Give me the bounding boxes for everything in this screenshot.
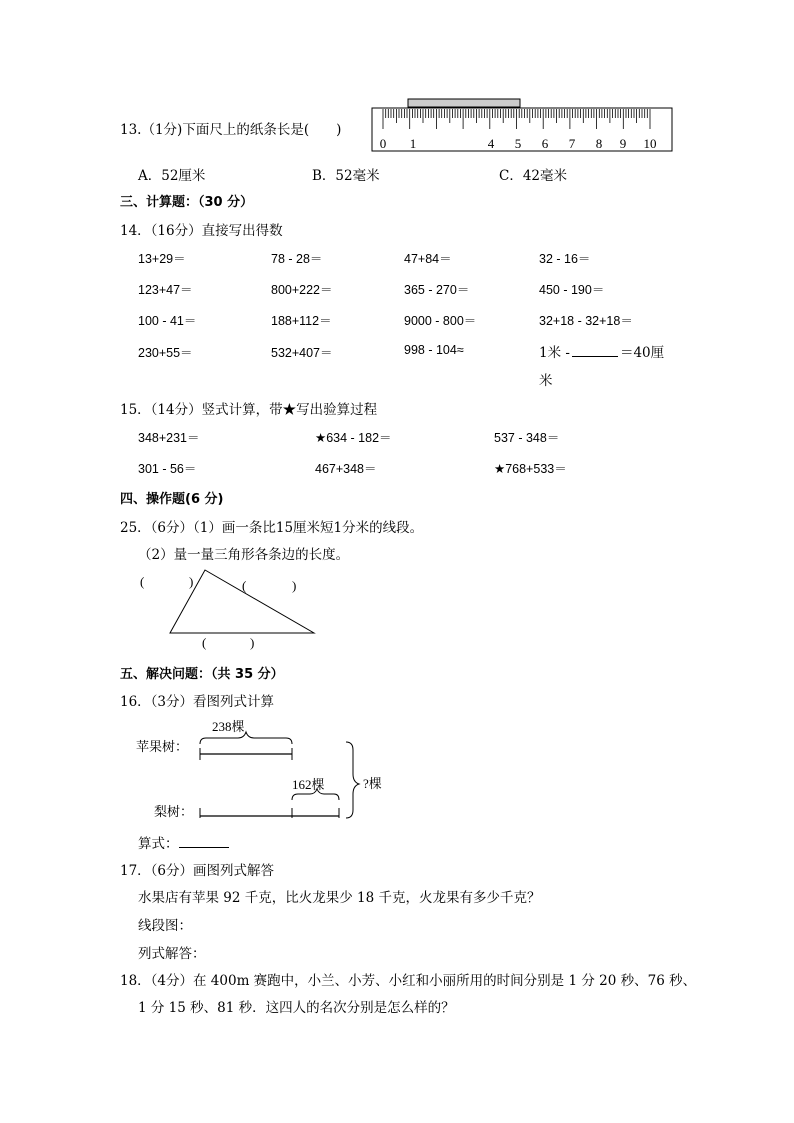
q13-option-c: C．42毫米 [499,168,568,184]
vertical-calc-item: 301 - 56＝ [138,462,197,476]
ruler-label-9: 9 [619,136,627,151]
tree-comparison-diagram [134,712,394,824]
ruler-figure [370,96,676,154]
q16-stem: 16．（3分）看图列式计算 [120,694,275,710]
ruler-label-1: 1 [409,136,417,151]
vertical-calc-item: ★768+533＝ [494,462,567,476]
calc-item: 32 - 16＝ [539,252,591,266]
paren-left-side-open: ( [140,574,145,589]
calc-item: 532+407＝ [271,346,333,360]
apple-tree-label: 苹果树： [136,739,189,754]
q14-stem: 14．（16分）直接写出得数 [120,223,283,239]
calc-item: 365 - 270＝ [404,283,470,297]
triangle-figure [134,566,324,652]
difference-count-label: 162棵 [292,777,325,792]
paren-right-side-close: ) [292,578,297,593]
conversion-suffix: ＝40厘 [619,345,665,361]
pear-tree-label: 梨树： [154,804,194,819]
ruler-label-10: 10 [643,136,657,151]
calc-item: 188+112＝ [271,314,332,328]
ruler-label-0: 0 [379,136,387,151]
q17-diagram-label: 线段图： [138,918,192,934]
section-4-title: 四、操作题(6 分) [120,492,224,507]
answer-blank[interactable] [572,356,618,357]
q17-solve-label: 列式解答： [138,946,206,962]
q13-option-b: B．52毫米 [312,168,380,184]
total-question-label: ?棵 [363,776,382,791]
calc-item-conversion [539,341,664,361]
q18-line1: 18．（4分）在 400m 赛跑中，小兰、小芳、小红和小丽所用的时间分别是 1 分 20 秒、76 秒、 [120,973,697,989]
vertical-calc-item: 537 - 348＝ [494,431,560,445]
calc-item: 13+29＝ [138,252,186,266]
q25-line1: 25．（6分）（1）画一条比15厘米短1分米的线段。 [120,520,424,536]
calc-item: 32+18 - 32+18＝ [539,314,633,328]
paren-base-close: ) [250,635,255,650]
total-brace [346,742,359,818]
calc-item: 78 - 28＝ [271,252,323,266]
q18-line2: 1 分 15 秒、81 秒．这四人的名次分别是怎么样的？ [138,1000,455,1016]
ruler-label-7: 7 [568,136,576,151]
q15-stem: 15．（14分）竖式计算，带★写出验算过程 [120,402,378,418]
paren-base-open: ( [202,635,207,650]
ruler-label-5: 5 [514,136,522,151]
section-5-title: 五、解决问题：（共 35 分） [120,667,284,682]
paren-right-side-open: ( [242,578,247,593]
paper-strip [408,99,520,107]
formula-blank[interactable] [179,847,229,848]
calc-item: 47+84＝ [404,252,452,266]
ruler-label-6: 6 [541,136,549,151]
vertical-calc-item: 348+231＝ [138,431,200,445]
section-3-title: 三、计算题：（30 分） [120,195,254,210]
calc-item: 800+222＝ [271,283,333,297]
vertical-calc-item: ★634 - 182＝ [315,431,392,445]
ruler-label-4: 4 [487,136,495,151]
formula-label: 算式： [138,836,179,852]
q25-line2: （2）量一量三角形各条边的长度。 [138,547,350,563]
calc-item: 450 - 190＝ [539,283,605,297]
apple-count-label: 238棵 [212,719,245,734]
q13-option-a: A．52厘米 [138,168,206,184]
conversion-prefix: 1米 - [539,345,570,361]
calc-item: 123+47＝ [138,283,193,297]
conversion-wrap: 米 [539,373,553,389]
calc-item: 998 - 104≈ [404,343,464,357]
calc-item: 9000 - 800＝ [404,314,477,328]
paren-left-side-close: ) [189,574,194,589]
q17-stem: 17．（6分）画图列式解答 [120,863,275,879]
q13-stem: 13.（1分)下面尺上的纸条长是( ) [120,122,342,138]
vertical-calc-item: 467+348＝ [315,462,377,476]
calc-item: 230+55＝ [138,346,193,360]
q17-text: 水果店有苹果 92 千克，比火龙果少 18 千克，火龙果有多少千克？ [138,890,541,906]
ruler-label-8: 8 [595,136,603,151]
calc-item: 100 - 41＝ [138,314,197,328]
q16-formula [138,832,229,852]
